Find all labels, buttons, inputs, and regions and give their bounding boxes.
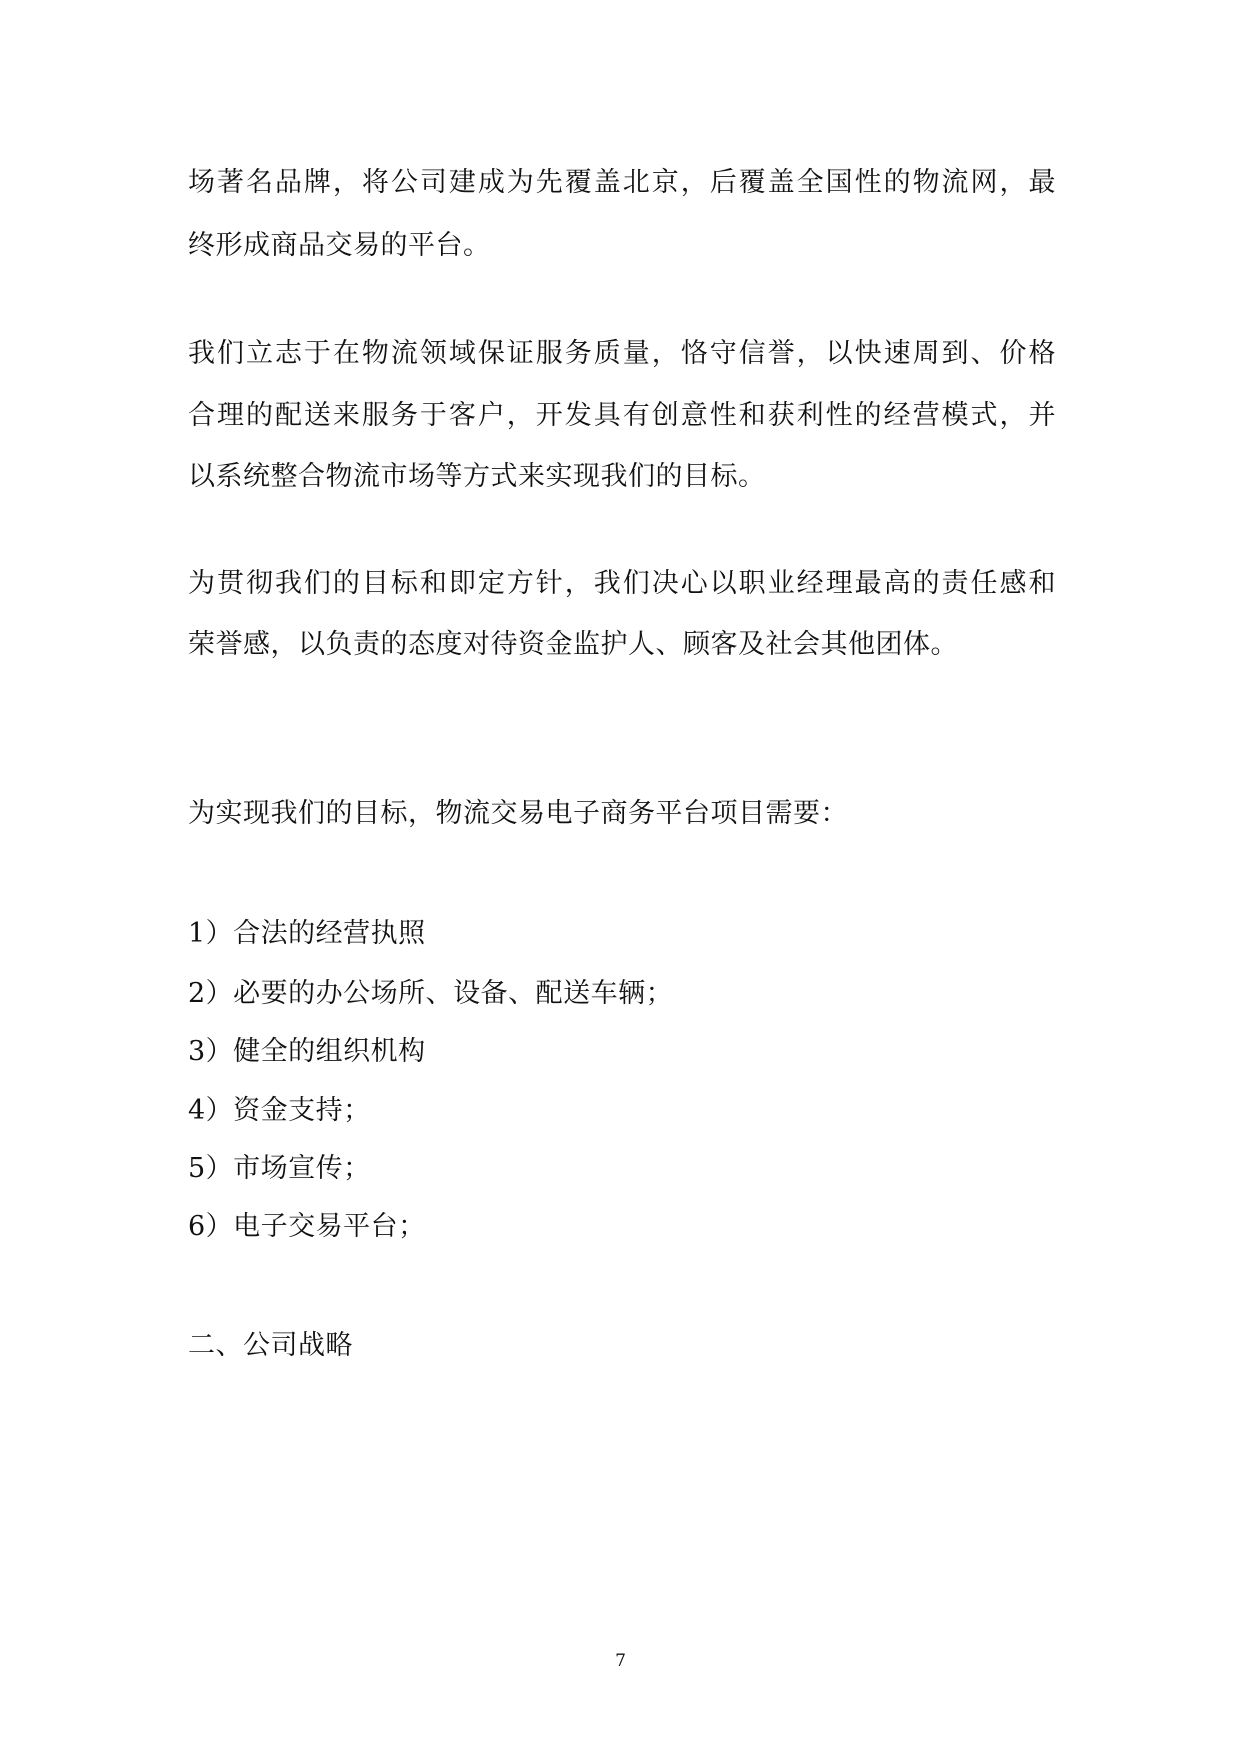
list-item: 2）必要的办公场所、设备、配送车辆； (188, 978, 674, 1009)
paragraph-line: 为贯彻我们的目标和即定方针，我们决心以职业经理最高的责任感和 (188, 568, 1056, 599)
list-item: 6）电子交易平台； (188, 1211, 426, 1242)
paragraph-line: 为实现我们的目标，物流交易电子商务平台项目需要： (188, 798, 848, 829)
paragraph-line: 终形成商品交易的平台。 (188, 230, 491, 261)
list-item: 5）市场宣传； (188, 1153, 371, 1184)
section-heading: 二、公司战略 (188, 1330, 353, 1361)
list-item: 1）合法的经营执照 (188, 918, 426, 949)
list-item: 4）资金支持； (188, 1095, 371, 1126)
list-item: 3）健全的组织机构 (188, 1036, 426, 1067)
page-number: 7 (615, 1651, 626, 1671)
paragraph-line: 我们立志于在物流领域保证服务质量，恪守信誉，以快速周到、价格 (188, 338, 1056, 369)
paragraph-line: 合理的配送来服务于客户，开发具有创意性和获利性的经营模式，并 (188, 400, 1056, 431)
paragraph-line: 以系统整合物流市场等方式来实现我们的目标。 (188, 461, 766, 492)
paragraph-line: 场著名品牌，将公司建成为先覆盖北京，后覆盖全国性的物流网，最 (188, 167, 1056, 198)
paragraph-line: 荣誉感，以负责的态度对待资金监护人、顾客及社会其他团体。 (188, 629, 958, 660)
